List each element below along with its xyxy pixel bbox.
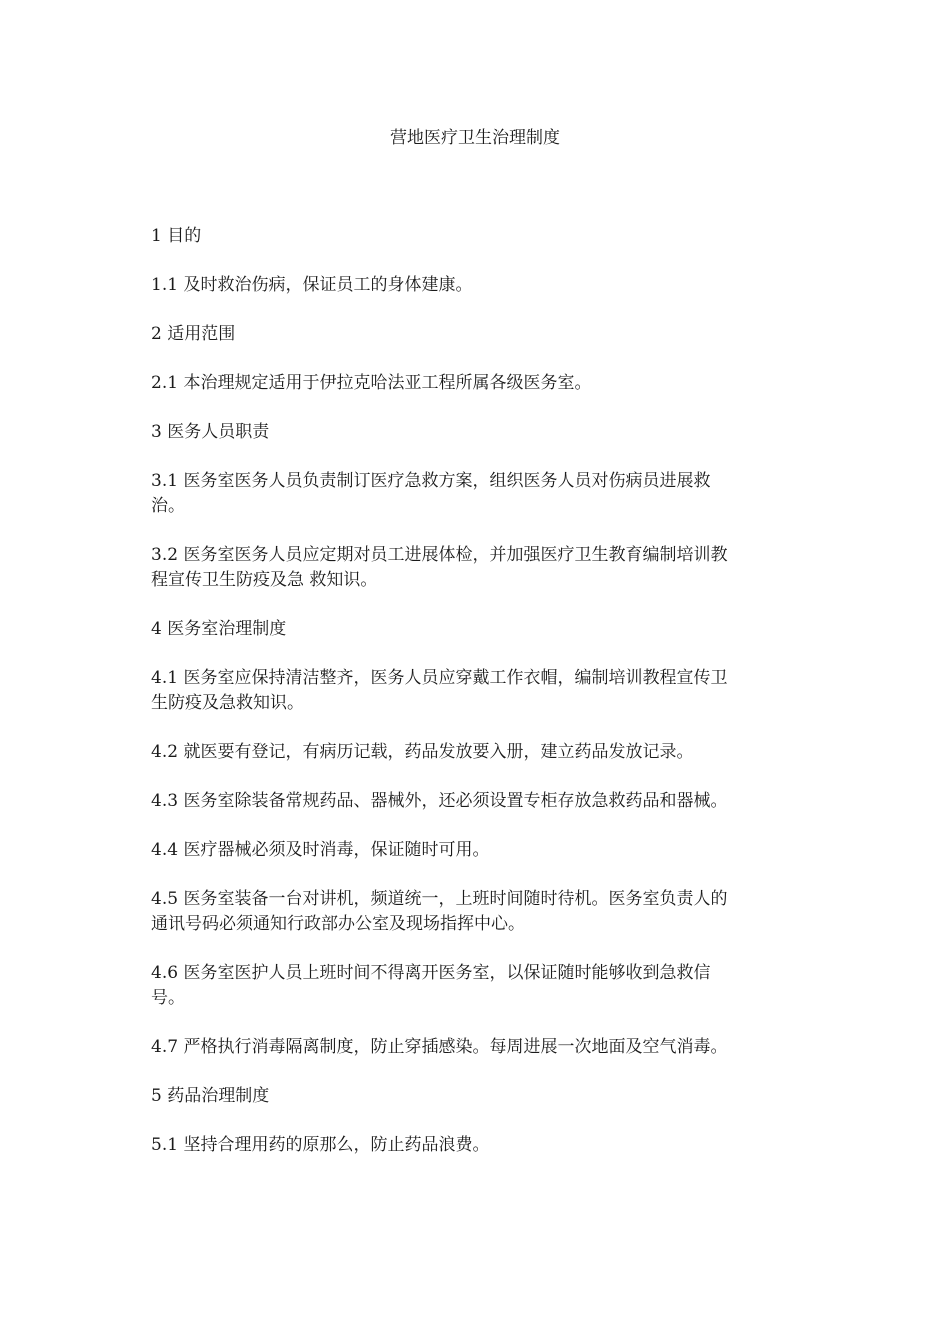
- document-body: [151, 224, 799, 1182]
- heading-clinic-rules: 4 医务室治理制度: [151, 619, 287, 639]
- paragraph-4-4: 4.4 医疗器械必须及时消毒，保证随时可用。: [151, 840, 490, 860]
- paragraph-4-2: 4.2 就医要有登记，有病历记载，药品发放要入册，建立药品发放记录。: [151, 742, 694, 762]
- paragraph-4-6: 4.6 医务室医护人员上班时间不得离开医务室，以保证随时能够收到急救信 号。: [151, 963, 711, 1008]
- paragraph-4-7: 4.7 严格执行消毒隔离制度，防止穿插感染。每周进展一次地面及空气消毒。: [151, 1037, 728, 1057]
- paragraph-3-1: 3.1 医务室医务人员负责制订医疗急救方案，组织医务人员对伤病员进展救 治。: [151, 471, 711, 516]
- heading-scope: 2 适用范围: [151, 324, 236, 344]
- paragraph-4-1: 4.1 医务室应保持清洁整齐，医务人员应穿戴工作衣帽，编制培训教程宣传卫 生防疫及急救知识。: [151, 668, 728, 713]
- heading-staff-duties: 3 医务人员职责: [151, 422, 270, 442]
- paragraph-5-1: 5.1 坚持合理用药的原那么，防止药品浪费。: [151, 1135, 490, 1155]
- document-title: 营地医疗卫生治理制度: [390, 128, 560, 148]
- paragraph-2-1: 2.1 本治理规定适用于伊拉克哈法亚工程所属各级医务室。: [151, 373, 592, 393]
- paragraph-4-3: 4.3 医务室除装备常规药品、器械外，还必须设置专柜存放急救药品和器械。: [151, 791, 728, 811]
- heading-drug-rules: 5 药品治理制度: [151, 1086, 270, 1106]
- paragraph-1-1: 1.1 及时救治伤病，保证员工的身体建康。: [151, 275, 473, 295]
- heading-purpose: 1 目的: [151, 226, 202, 246]
- paragraph-4-5: 4.5 医务室装备一台对讲机，频道统一，上班时间随时待机。医务室负责人的 通讯号码必须通知行政部办公室及现场指挥中心。: [151, 889, 728, 934]
- paragraph-3-2: 3.2 医务室医务人员应定期对员工进展体检，并加强医疗卫生教育编制培训教 程宣传卫生防疫及急 救知识。: [151, 545, 728, 590]
